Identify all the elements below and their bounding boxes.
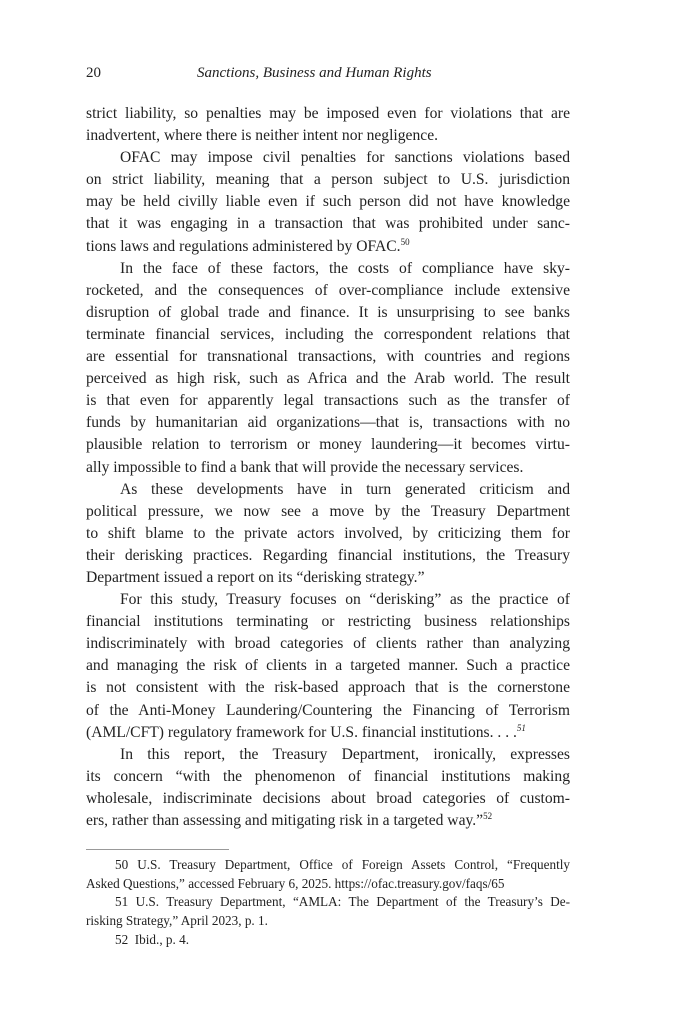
text-line: Department issued a report on its “derisking strategy.” xyxy=(86,568,425,586)
running-title: Sanctions, Business and Human Rights xyxy=(197,65,432,81)
footnote-ref-50[interactable]: 50 xyxy=(400,236,410,247)
text-line xyxy=(86,722,570,744)
paragraph xyxy=(86,744,570,832)
footnote-ref-52[interactable]: 52 xyxy=(483,811,493,821)
text-line: political pressure, we now see a move by the Treasury Department xyxy=(86,502,570,520)
text-line: In this report, the Treasury Department, ironically, expresses xyxy=(120,745,570,763)
footnote-50 xyxy=(86,856,570,893)
text-line: wholesale, indiscriminate decisions about broad categories of custom- xyxy=(86,789,570,807)
text-line: to shift blame to the private actors involved, by criticizing them for xyxy=(86,524,570,542)
text-line: perceived as high risk, such as Africa and the Arab world. The result xyxy=(86,370,570,388)
text-line: their derisking practices. Regarding financial institutions, the Treasury xyxy=(86,546,570,564)
footnote-line xyxy=(86,893,570,912)
page-header xyxy=(86,62,570,84)
footnote-number: 50 xyxy=(115,857,129,872)
text-span: (AML/CFT) regulatory framework for U.S. financial institutions. . . . xyxy=(86,723,517,741)
text-line xyxy=(86,810,570,832)
text-line: plausible relation to terrorism or money laundering—it becomes virtu- xyxy=(86,436,570,454)
footnote-line xyxy=(86,856,570,875)
text-line xyxy=(86,236,570,258)
text-line: that it was engaging in a transaction that was prohibited under sanc- xyxy=(86,215,570,233)
text-line: its concern “with the phenomenon of financial institutions making xyxy=(86,767,570,785)
body-text xyxy=(86,103,570,832)
text-line: terminate financial services, including the correspondent relations that xyxy=(86,325,570,343)
text-line: In the face of these factors, the costs of compliance have sky- xyxy=(120,259,570,277)
text-line: on strict liability, meaning that a person subject to U.S. jurisdiction xyxy=(86,171,570,189)
text-line: rocketed, and the consequences of over-compliance include extensive xyxy=(86,281,570,299)
paragraph xyxy=(86,479,570,589)
text-line: inadvertent, where there is neither intent nor negligence. xyxy=(86,127,439,145)
text-line: and managing the risk of clients in a targeted manner. Such a practice xyxy=(86,657,570,675)
text-line: disruption of global trade and finance. It is unsurprising to see banks xyxy=(86,303,570,321)
footnotes xyxy=(86,856,570,949)
text-line: strict liability, so penalties may be imposed even for violations that are xyxy=(86,105,570,122)
paragraph xyxy=(86,258,570,479)
text-span: tions laws and regulations administered by OFAC. xyxy=(86,237,401,255)
footnote-ref-51[interactable]: 51 xyxy=(516,722,526,733)
footnote-number: 52 xyxy=(115,931,129,947)
footnote-51 xyxy=(86,893,570,930)
paragraph xyxy=(86,103,570,147)
text-line: ally impossible to find a bank that will provide the necessary services. xyxy=(86,458,524,476)
text-line: For this study, Treasury focuses on “derisking” as the practice of xyxy=(120,591,570,609)
text-line: is not consistent with the risk-based approach that is the cornerstone xyxy=(86,679,570,697)
text-line: financial institutions terminating or restricting business relationships xyxy=(86,613,570,631)
footnote-number: 51 xyxy=(115,894,129,910)
block-quote xyxy=(86,589,570,744)
text-line: As these developments have in turn generated criticism and xyxy=(120,480,570,498)
footnote-line: risking Strategy,” April 2023, p. 1. xyxy=(86,913,268,929)
footnote-line xyxy=(86,931,570,950)
footnote-text: U.S. Treasury Department, “AMLA: The Department of the Treasury’s De- xyxy=(135,894,571,910)
footnote-text: Ibid., p. 4. xyxy=(134,931,189,947)
text-line: funds by humanitarian aid organizations—that is, transactions with no xyxy=(86,414,570,432)
page-number: 20 xyxy=(86,65,101,81)
text-line: of the Anti-Money Laundering/Countering the Financing of Terrorism xyxy=(86,701,570,719)
text-line: OFAC may impose civil penalties for sanctions violations based xyxy=(120,149,570,167)
text-line: may be held civilly liable even if such person did not have knowledge xyxy=(86,193,570,211)
text-span: ers, rather than assessing and mitigating risk in a targeted way.” xyxy=(86,812,484,829)
footnote-text: U.S. Treasury Department, Office of Foreign Assets Control, “Frequently xyxy=(137,857,571,872)
text-line: are essential for transnational transactions, with countries and regions xyxy=(86,348,570,366)
paragraph xyxy=(86,147,570,257)
footnote-line: Asked Questions,” accessed February 6, 2025. https://ofac.treasury.gov/faqs/65 xyxy=(86,875,505,891)
footnote-52 xyxy=(86,931,570,950)
text-line: indiscriminately with broad categories of clients rather than analyzing xyxy=(86,635,570,653)
footnote-separator xyxy=(86,849,229,850)
text-line: is that even for apparently legal transactions such as the transfer of xyxy=(86,392,570,410)
